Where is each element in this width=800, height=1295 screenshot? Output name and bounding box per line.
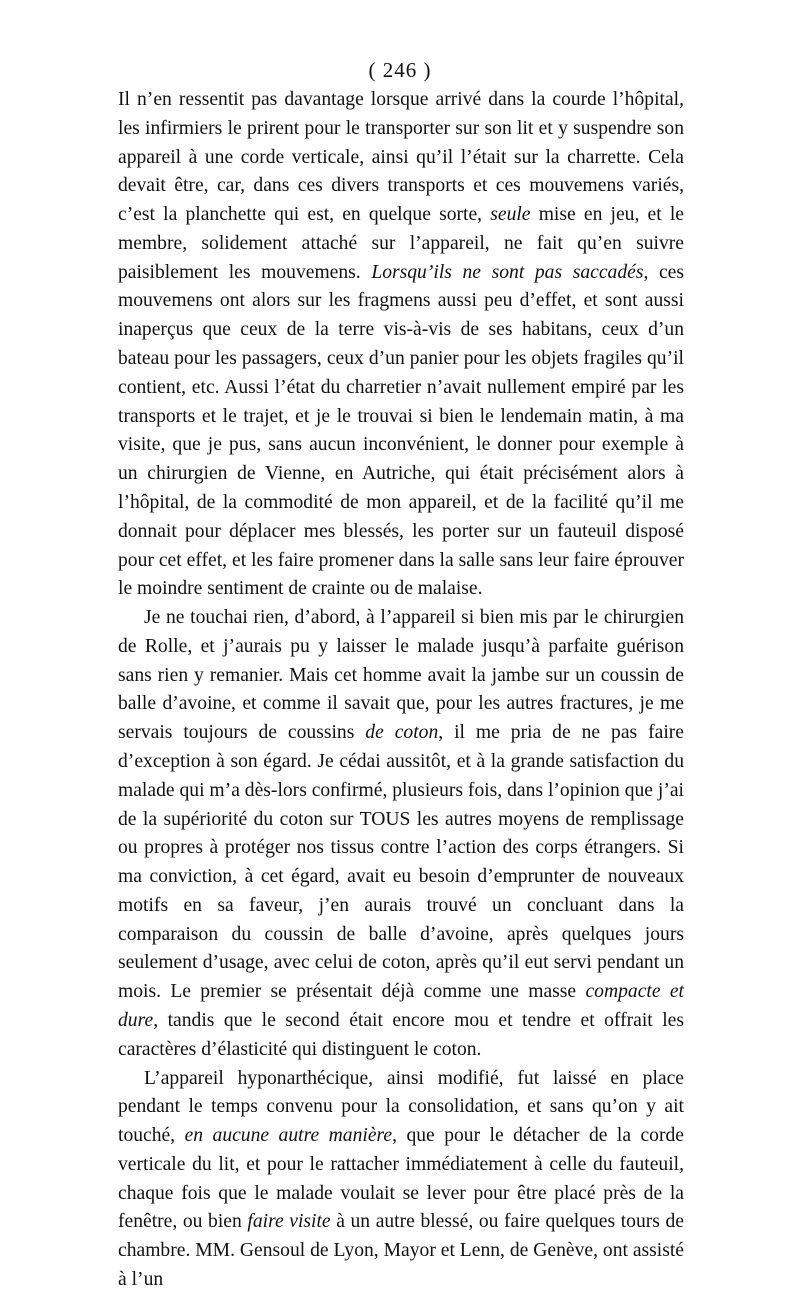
italic-text: faire visite (247, 1211, 331, 1233)
page-number: ( 246 ) (368, 58, 432, 82)
text-segment: L’appareil hyponarthécique, ainsi modifié, fut laissé en place pendant le temps convenu pour la consolidation, et sans qu’on y ait touché, (118, 1067, 684, 1147)
italic-text: de coton (365, 722, 439, 744)
text-segment: , il me pria de ne pas faire d’exception à son égard. Je cédai aussitôt, et à la grande satisfaction du malade qui m’a dès-lors confirmé, plusieurs fois, dans l’opinion que j’ai de la supériorité du coton sur TOUS les autres moyens de remplissage ou propres à protéger nos tissus contre l’action des corps étrangers. Si ma conviction, à cet égard, avait eu besoin d’emprunter de nouveaux motifs en sa faveur, j’en aurais trouvé un concluant dans la comparaison du coussin de balle d’avoine, après quelques jours seulement d’usage, avec celui de coton, après qu’il eut servi pendant un mois. Le premier se présentait déjà comme une masse (118, 722, 684, 1003)
text-segment: Je ne touchai rien, d’abord, à l’appareil si bien mis par le chirurgien de Rolle, et j’aurais pu y laisser le malade jusqu’à parfaite guérison sans rien y remanier. Mais cet homme avait la jambe sur un coussin de balle d’avoine, et comme il savait que, pour les autres fractures, je me servais toujours de coussins (118, 607, 684, 744)
text-segment: , que pour le détacher de la corde verticale du lit, et pour le rattacher immédiatement à celle du fauteuil, chaque fois que le malade voulait se lever pour être placé près de la fenêtre, ou bien (118, 1125, 684, 1233)
text-segment: , tandis que le second était encore mou et tendre et offrait les caractères d’élasticité qui distinguent le coton. (118, 1010, 684, 1060)
text-segment: , ces mouvemens ont alors sur les fragmens aussi peu d’effet, et sont aussi inaperçus que ceux de la terre vis-à-vis de ses habitans, ceux d’un bateau pour les passagers, ceux d’un panier pour les objets fragiles qu’il contient, etc. Aussi l’état du charretier n’avait nullement empiré par les transports et le trajet, et je le trouvai si bien le lendemain matin, à ma visite, que je pus, sans aucun inconvénient, le donner pour exemple à un chirurgien de Vienne, en Autriche, qui était précisément alors à l’hôpital, de la commodité de mon appareil, et de la facilité qu’il me donnait pour déplacer mes blessés, les porter sur un fauteuil disposé pour cet effet, et les faire promener dans la salle sans leur faire éprouver le moindre sentiment de crainte ou de malaise. (118, 261, 684, 600)
paragraph (118, 604, 684, 1065)
italic-text: seule (490, 204, 531, 226)
italic-text: compacte et dure (118, 981, 684, 1031)
body-text (118, 86, 684, 1295)
paragraph (118, 1065, 684, 1295)
text-segment: Il n’en ressentit pas davantage lorsque arrivé dans la courde l’hôpital, les infirmiers le prirent pour le transporter sur son lit et y suspendre son appareil à une corde verticale, ainsi qu’il l’était sur la charrette. Cela devait être, car, dans ces divers transports et ces mouvemens variés, c’est la planchette qui est, en quelque sorte, (118, 89, 684, 226)
text-segment: mise en jeu, et le membre, solidement attaché sur l’appareil, ne fait qu’en suivre paisiblement les mouvemens. (118, 204, 685, 283)
paragraph (118, 86, 684, 604)
italic-text: en aucune autre manière (184, 1125, 393, 1147)
text-segment: à un autre blessé, ou faire quelques tours de chambre. MM. Gensoul de Lyon, Mayor et Lenn, de Genève, ont assisté à l’un (118, 1211, 684, 1291)
italic-text: Lorsqu’ils ne sont pas saccadés (371, 261, 644, 283)
